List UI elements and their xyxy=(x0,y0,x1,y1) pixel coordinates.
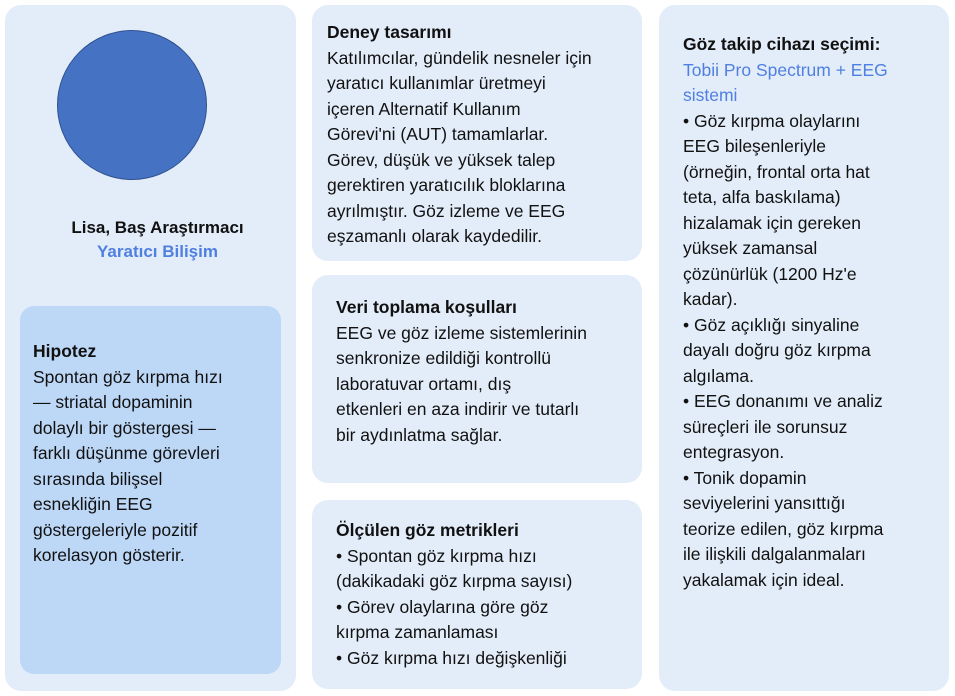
metrics-line: • Spontan göz kırpma hızı xyxy=(336,545,537,566)
device-line: • Göz kırpma olaylarını xyxy=(683,110,861,131)
device-line: dayalı doğru göz kırpma xyxy=(683,340,871,360)
device-subtitle: Tobii Pro Spectrum + EEG xyxy=(683,59,888,80)
hypothesis-line: farklı düşünme görevleri xyxy=(33,443,220,463)
device-line: seviyelerini yansıttığı xyxy=(683,493,846,513)
hypothesis-line: korelasyon gösterir. xyxy=(33,545,185,565)
device-line: teta, alfa baskılama) xyxy=(683,187,841,207)
device-line: EEG bileşenleriyle xyxy=(683,136,826,156)
metrics-line: (dakikadaki göz kırpma sayısı) xyxy=(336,571,573,591)
design-line: gerektiren yaratıcılık bloklarına xyxy=(327,175,566,195)
design-line: içeren Alternatif Kullanım xyxy=(327,98,521,119)
device-line: entegrasyon. xyxy=(683,442,785,462)
design-title: Deney tasarımı xyxy=(327,22,452,42)
device-line: • Tonik dopamin xyxy=(683,467,807,488)
metrics-line: • Görev olaylarına göre göz xyxy=(336,596,549,617)
conditions-line: etkenleri en aza indirir ve tutarlı xyxy=(336,399,580,419)
conditions-line: bir aydınlatma sağlar. xyxy=(336,424,503,445)
metrics-line: kırpma zamanlaması xyxy=(336,622,499,642)
device-line: ile ilişkili dalgalanmaları xyxy=(683,544,866,564)
device-title: Göz takip cihazı seçimi: xyxy=(683,34,881,54)
design-line: yaratıcı kullanımlar üretmeyi xyxy=(327,73,546,93)
device-line: yüksek zamansal xyxy=(683,238,818,258)
device-line: çözünürlük (1200 Hz'e xyxy=(683,263,857,284)
device-line: hizalamak için gereken xyxy=(683,212,862,233)
conditions-line: laboratuvar ortamı, dış xyxy=(336,373,512,394)
hypothesis-text xyxy=(33,339,273,569)
hypothesis-line: esnekliğin EEG xyxy=(33,494,153,514)
design-line: Katılımcılar, gündelik nesneler için xyxy=(327,47,592,68)
design-line: eşzamanlı olarak kaydedilir. xyxy=(327,226,542,246)
device-line: yakalamak için ideal. xyxy=(683,569,845,590)
device-line: • EEG donanımı ve analiz xyxy=(683,391,883,411)
conditions-title: Veri toplama koşulları xyxy=(336,297,517,317)
design-text xyxy=(327,20,637,250)
device-subtitle: sistemi xyxy=(683,85,738,105)
conditions-line: senkronize edildiği kontrollü xyxy=(336,348,551,368)
metrics-text xyxy=(336,518,636,671)
metrics-title: Ölçülen göz metrikleri xyxy=(336,520,519,540)
conditions-line: EEG ve göz izleme sistemlerinin xyxy=(336,322,587,343)
avatar xyxy=(57,30,207,180)
researcher-role: Yaratıcı Bilişim xyxy=(97,242,218,261)
researcher-name: Lisa, Baş Araştırmacı xyxy=(71,218,244,237)
hypothesis-line: Spontan göz kırpma hızı xyxy=(33,366,223,387)
device-line: kadar). xyxy=(683,289,738,309)
conditions-text xyxy=(336,295,636,448)
hypothesis-line: sırasında bilişsel xyxy=(33,468,163,489)
design-line: Görevi'ni (AUT) tamamlarlar. xyxy=(327,124,549,144)
device-line: süreçleri ile sorunsuz xyxy=(683,416,848,437)
device-line: • Göz açıklığı sinyaline xyxy=(683,314,860,335)
metrics-line: • Göz kırpma hızı değişkenliği xyxy=(336,647,567,668)
hypothesis-title: Hipotez xyxy=(33,341,97,361)
hypothesis-line: göstergeleriyle pozitif xyxy=(33,519,198,540)
design-line: Görev, düşük ve yüksek talep xyxy=(327,149,556,170)
design-line: ayrılmıştır. Göz izleme ve EEG xyxy=(327,200,566,221)
device-text xyxy=(683,32,945,593)
hypothesis-line: — striatal dopaminin xyxy=(33,392,193,412)
hypothesis-line: dolaylı bir göstergesi — xyxy=(33,417,216,438)
device-line: teorize edilen, göz kırpma xyxy=(683,518,884,539)
device-line: algılama. xyxy=(683,365,755,386)
device-line: (örneğin, frontal orta hat xyxy=(683,161,870,182)
